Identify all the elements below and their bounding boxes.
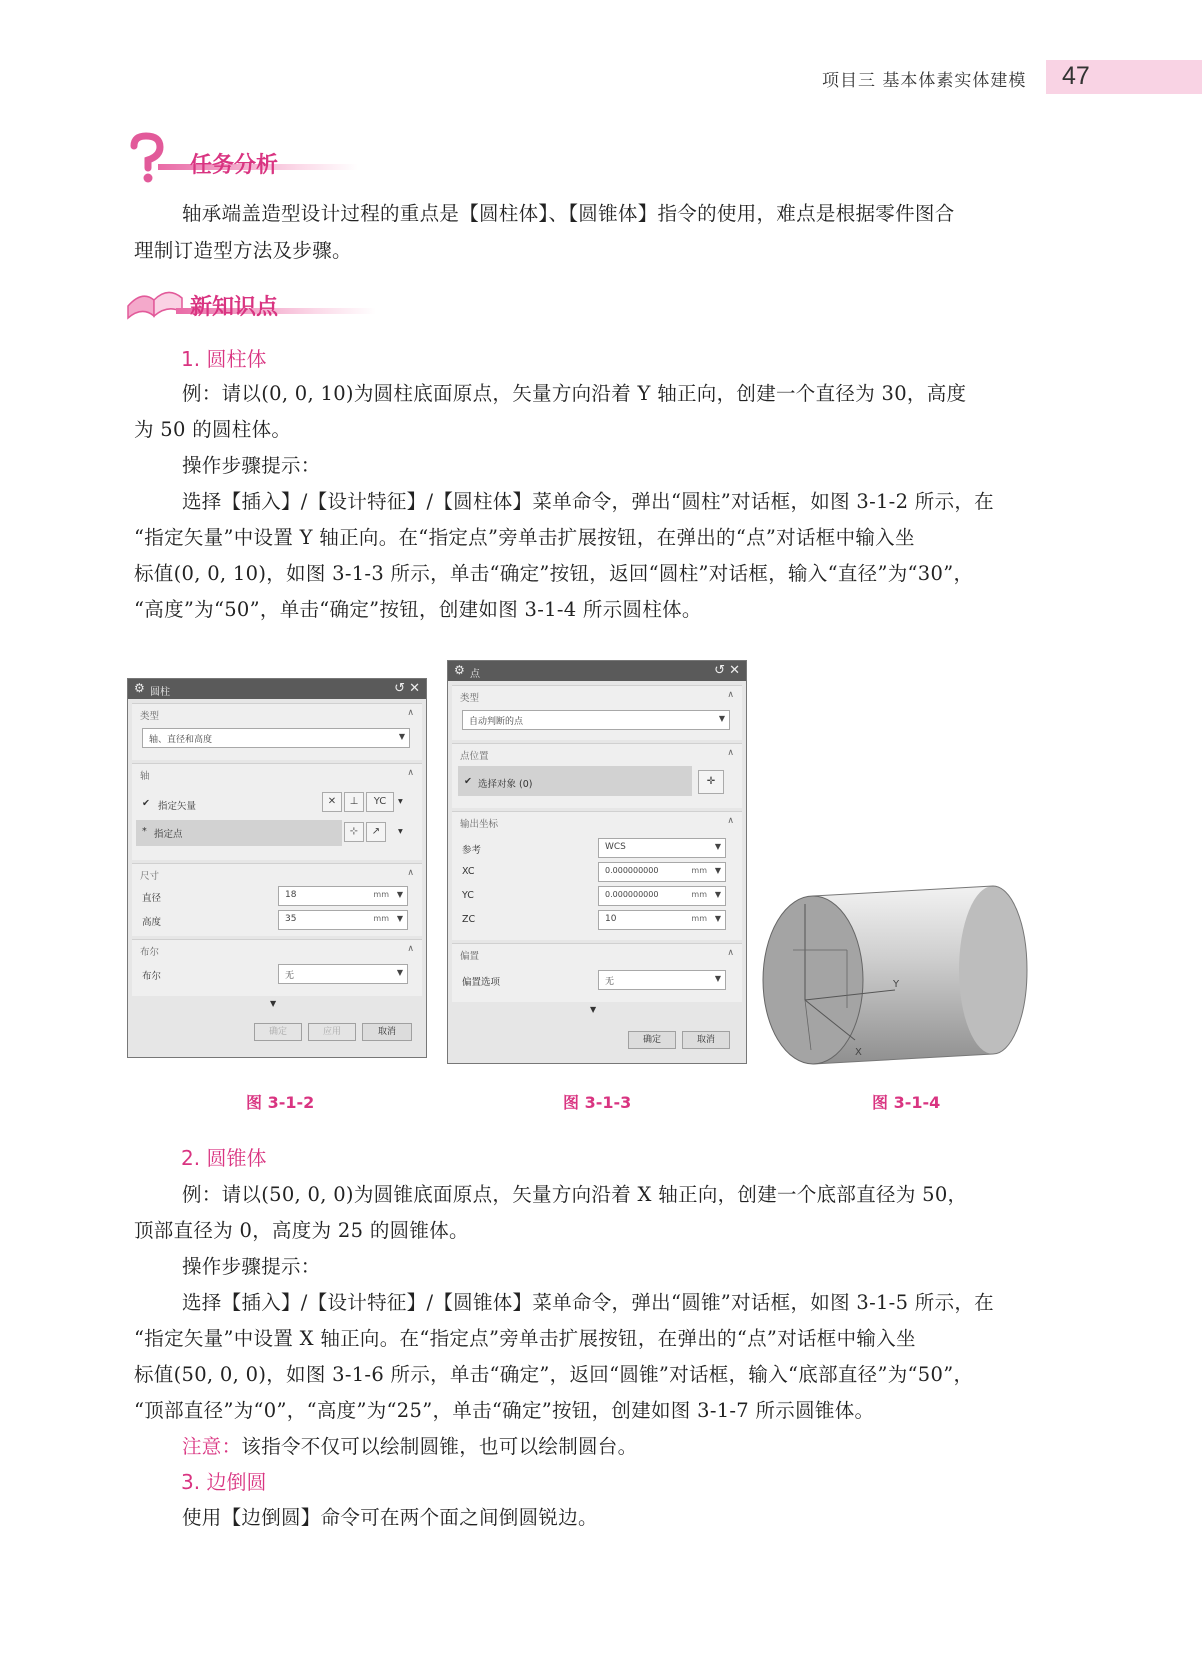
reference-value: WCS	[605, 842, 626, 852]
boolean-label: 布尔	[142, 971, 162, 982]
figure-caption: 图 3-1-3	[563, 1093, 632, 1112]
bullet-icon: *	[142, 826, 147, 837]
crosshair-icon[interactable]: ✛	[698, 770, 724, 794]
group-label: 类型	[460, 693, 480, 704]
unit-label: mm	[373, 914, 389, 923]
group-label: 轴	[140, 771, 150, 782]
paragraph-line: 顶部直径为 0，高度为 25 的圆锥体。	[134, 1219, 469, 1242]
chevron-down-icon[interactable]: ▾	[398, 796, 403, 807]
height-input[interactable]	[278, 910, 408, 930]
axis-x-label: X	[855, 1047, 862, 1058]
offset-value: 无	[605, 977, 615, 987]
paragraph-line: 标值(0, 0, 10)，如图 3-1-3 所示，单击“确定”按钮，返回“圆柱”对话框，输入“直径”为“30”，	[134, 562, 974, 585]
paragraph-line: 使用【边倒圆】命令可在两个面之间倒圆锐边。	[182, 1506, 598, 1529]
expand-more-icon[interactable]: ▼	[590, 1005, 597, 1014]
chevron-down-icon: ▼	[714, 914, 721, 923]
chevron-down-icon: ▼	[714, 842, 721, 851]
running-header: 项目三 基本体素实体建模	[822, 71, 1027, 91]
diameter-label: 直径	[142, 893, 162, 904]
boolean-group	[132, 939, 422, 996]
check-icon: ✔	[142, 798, 150, 809]
xc-input[interactable]	[598, 862, 726, 882]
ok-button[interactable]: 确定	[628, 1031, 676, 1049]
question-mark-icon	[126, 132, 166, 184]
collapse-icon[interactable]: ∧	[727, 748, 734, 758]
group-label: 尺寸	[140, 871, 160, 882]
group-label: 输出坐标	[460, 819, 499, 830]
select-object-label[interactable]: 选择对象 (0)	[478, 779, 533, 790]
cylinder-dialog	[127, 678, 427, 1058]
chevron-down-icon: ▼	[396, 968, 403, 977]
chevron-down-icon: ▼	[396, 890, 403, 899]
group-label: 类型	[140, 711, 160, 722]
paragraph-line: “高度”为“50”，单击“确定”按钮，创建如图 3-1-4 所示圆柱体。	[134, 598, 702, 621]
item-title-cylinder: 1. 圆柱体	[181, 347, 267, 371]
zc-input[interactable]	[598, 910, 726, 930]
specify-vector-label: 指定矢量	[158, 801, 197, 812]
group-label: 偏置	[460, 951, 480, 962]
yc-value: 0.000000000	[605, 890, 659, 899]
note-key: 注意：	[182, 1435, 242, 1458]
collapse-icon[interactable]: ∧	[727, 948, 734, 958]
paragraph-line: “顶部直径”为“0”，“高度”为“25”，单击“确定”按钮，创建如图 3-1-7 所示圆锥体。	[134, 1399, 875, 1422]
chevron-down-icon: ▼	[714, 974, 721, 983]
collapse-icon[interactable]: ∧	[727, 690, 734, 700]
paragraph-line: “指定矢量”中设置 X 轴正向。在“指定点”旁单击扩展按钮，在弹出的“点”对话框中输入坐	[134, 1327, 916, 1350]
output-coordinates-group	[452, 811, 742, 940]
reverse-direction-icon[interactable]: ✕	[322, 792, 342, 812]
reset-close-icon[interactable]: ↺ ✕	[714, 663, 740, 678]
collapse-icon[interactable]: ∧	[407, 768, 414, 778]
axis-group	[132, 763, 422, 860]
paragraph-line: 选择【插入】/【设计特征】/【圆锥体】菜单命令，弹出“圆锥”对话框，如图 3-1-5 所示，在	[182, 1291, 994, 1314]
axis-y-label: Y	[893, 979, 900, 990]
paragraph-line: 例：请以(0, 0, 10)为圆柱底面原点，矢量方向沿着 Y 轴正向，创建一个直径为 30，高度	[182, 382, 967, 405]
section-title-new-knowledge: 新知识点	[190, 295, 279, 320]
figure-caption: 图 3-1-2	[246, 1093, 315, 1112]
dialog-title: 点	[470, 669, 480, 680]
diameter-input[interactable]	[278, 886, 408, 906]
ok-button[interactable]: 确定	[254, 1023, 302, 1041]
boolean-select[interactable]	[278, 964, 408, 984]
cancel-button[interactable]: 取消	[362, 1023, 412, 1041]
size-group	[132, 863, 422, 936]
paragraph-line: 理制订造型方法及步骤。	[134, 239, 352, 262]
paragraph-line: “指定矢量”中设置 Y 轴正向。在“指定点”旁单击扩展按钮，在弹出的“点”对话框中输入坐	[134, 526, 915, 549]
note-text: 该指令不仅可以绘制圆锥，也可以绘制圆台。	[241, 1435, 638, 1458]
paragraph-line: 操作步骤提示：	[182, 454, 321, 477]
type-select[interactable]	[462, 710, 730, 730]
note-line	[182, 1429, 637, 1465]
vector-dialog-icon[interactable]: ⊥	[344, 792, 364, 812]
unit-label: mm	[691, 914, 707, 923]
unit-label: mm	[691, 890, 707, 899]
paragraph-line: 标值(50, 0, 0)，如图 3-1-6 所示，单击“确定”，返回“圆锥”对话框，输入“底部直径”为“50”，	[134, 1363, 974, 1386]
reference-label: 参考	[462, 845, 482, 856]
reset-close-icon[interactable]: ↺ ✕	[394, 681, 420, 696]
apply-button[interactable]: 应用	[308, 1023, 356, 1041]
type-group	[452, 685, 742, 740]
item-title-edge-blend: 3. 边倒圆	[181, 1470, 267, 1494]
type-select[interactable]	[142, 728, 410, 748]
xc-value: 0.000000000	[605, 866, 659, 875]
paragraph-line: 选择【插入】/【设计特征】/【圆柱体】菜单命令，弹出“圆柱”对话框，如图 3-1-2 所示，在	[182, 490, 994, 513]
zc-value: 10	[605, 914, 617, 924]
collapse-icon[interactable]: ∧	[727, 816, 734, 826]
height-value: 35	[285, 914, 297, 924]
inferred-point-icon[interactable]: ↗	[366, 822, 386, 842]
dialog-titlebar	[448, 661, 746, 681]
section-title-task-analysis: 任务分析	[190, 153, 279, 178]
type-group	[132, 703, 422, 760]
group-label: 点位置	[460, 751, 489, 762]
type-value: 轴、直径和高度	[149, 735, 213, 745]
offset-select[interactable]	[598, 970, 726, 990]
paragraph-line: 例：请以(50, 0, 0)为圆锥底面原点，矢量方向沿着 X 轴正向，创建一个底部直径为 50，	[182, 1183, 968, 1206]
chevron-down-icon: ▼	[714, 866, 721, 875]
dialog-title: 圆柱	[150, 687, 170, 698]
chevron-down-icon: ▼	[718, 714, 725, 723]
chevron-down-icon[interactable]: ▾	[398, 826, 403, 837]
paragraph-line: 为 50 的圆柱体。	[134, 418, 292, 441]
xc-label: XC	[462, 866, 475, 877]
collapse-icon[interactable]: ∧	[407, 708, 414, 718]
zc-label: ZC	[462, 914, 476, 925]
cylinder-3d-figure	[755, 880, 1055, 1070]
unit-label: mm	[373, 890, 389, 899]
yc-label: YC	[462, 890, 474, 901]
unit-label: mm	[691, 866, 707, 875]
type-value: 自动判断的点	[469, 717, 524, 727]
gear-icon[interactable]: ⚙	[134, 681, 145, 695]
paragraph-line: 轴承端盖造型设计过程的重点是【圆柱体】、【圆锥体】指令的使用，难点是根据零件图合	[182, 202, 955, 225]
height-label: 高度	[142, 917, 162, 928]
reference-select[interactable]	[598, 838, 726, 858]
specify-point-label: 指定点	[154, 829, 183, 840]
chevron-down-icon: ▼	[398, 732, 405, 741]
collapse-icon[interactable]: ∧	[407, 944, 414, 954]
point-location-group	[452, 743, 742, 808]
item-title-cone: 2. 圆锥体	[181, 1146, 267, 1170]
chevron-down-icon: ▼	[714, 890, 721, 899]
collapse-icon[interactable]: ∧	[407, 868, 414, 878]
yc-vector-icon[interactable]: YC	[366, 792, 394, 812]
point-dialog-icon[interactable]: ⊹	[344, 822, 364, 842]
offset-option-label: 偏置选项	[462, 977, 501, 988]
paragraph-line: 操作步骤提示：	[182, 1255, 321, 1278]
dialog-titlebar	[128, 679, 426, 699]
cancel-button[interactable]: 取消	[682, 1031, 730, 1049]
page-number: 47	[1062, 62, 1090, 90]
figure-caption: 图 3-1-4	[872, 1093, 941, 1112]
point-dialog	[447, 660, 747, 1064]
chevron-down-icon: ▼	[396, 914, 403, 923]
offset-group	[452, 943, 742, 1002]
gear-icon[interactable]: ⚙	[454, 663, 465, 677]
yc-input[interactable]	[598, 886, 726, 906]
expand-more-icon[interactable]: ▼	[270, 999, 277, 1008]
check-icon: ✔	[464, 776, 472, 787]
boolean-value: 无	[285, 971, 295, 981]
diameter-value: 18	[285, 890, 297, 900]
group-label: 布尔	[140, 947, 160, 958]
